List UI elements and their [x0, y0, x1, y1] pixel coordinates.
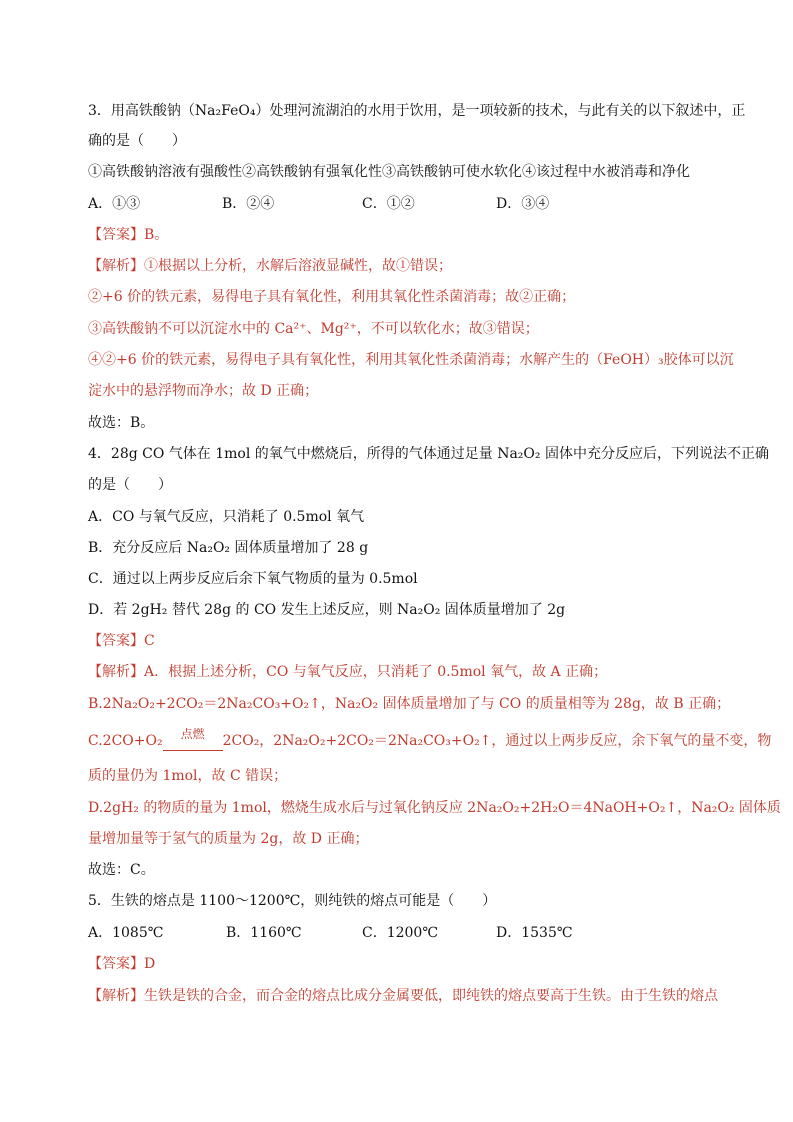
q4-analysis-d1: D.2gH₂ 的物质的量为 1mol，燃烧生成水后与过氧化钠反应 2Na₂O₂+2H₂O＝4NaOH+O₂↑，Na₂O₂ 固体质 [88, 800, 781, 816]
q3-stem-line1: 3．用高铁酸钠（Na₂FeO₄）处理河流湖泊的水用于饮用，是一项较新的技术，与此有关的以下叙述中，正 [88, 103, 746, 119]
answer-value: D [144, 956, 156, 972]
q4-analysis-c2: 质的量仍为 1mol，故 C 错误； [88, 768, 288, 784]
q4-analysis-d2: 量增加量等于氢气的质量为 2g，故 D 正确； [88, 831, 369, 847]
analysis-text: A．根据上述分析，CO 与氧气反应，只消耗了 0.5mol 氧气，故 A 正确； [144, 664, 608, 680]
analysis-tag: 【解析】 [88, 258, 144, 274]
q3-option-d: D．③④ [496, 196, 550, 212]
q5-option-c: C．1200℃ [362, 925, 439, 941]
q3-answer [88, 225, 168, 245]
answer-tag: 【答案】 [88, 956, 144, 972]
q3-statements: ①高铁酸钠溶液有强酸性②高铁酸钠有强氧化性③高铁酸钠可使水软化④该过程中水被消毒和净化 [88, 164, 690, 180]
equation-right: 2CO₂，2Na₂O₂+2CO₂＝2Na₂CO₃+O₂↑，通过以上两步反应，余下氧气的量不变，物 [222, 733, 772, 749]
q4-analysis-c [88, 727, 772, 751]
q3-analysis-2: ②+6 价的铁元素，易得电子具有氧化性，利用其氧化性杀菌消毒；故②正确； [88, 289, 576, 305]
analysis-tag: 【解析】 [88, 988, 144, 1004]
q5-option-d: D．1535℃ [496, 925, 573, 941]
q4-option-c: C．通过以上两步反应后余下氧气物质的量为 0.5mol [88, 571, 418, 587]
analysis-tag: 【解析】 [88, 664, 144, 680]
answer-tag: 【答案】 [88, 227, 144, 243]
q5-option-b: B．1160℃ [226, 925, 302, 941]
q4-conclusion: 故选：C。 [88, 862, 155, 878]
equation-left: C.2CO+O₂ [88, 733, 163, 749]
q3-analysis-5: 淀水中的悬浮物而净水；故 D 正确； [88, 383, 319, 399]
q5-stem: 5．生铁的熔点是 1100～1200℃，则纯铁的熔点可能是（ ） [88, 893, 497, 909]
q4-option-b: B．充分反应后 Na₂O₂ 固体质量增加了 28 g [88, 540, 369, 556]
answer-value: C [144, 633, 155, 649]
equals-bar [163, 750, 223, 751]
analysis-text: 生铁是铁的合金，而合金的熔点比成分金属要低，即纯铁的熔点要高于生铁。由于生铁的熔点 [144, 988, 718, 1004]
answer-tag: 【答案】 [88, 633, 144, 649]
q4-option-d: D．若 2gH₂ 替代 28g 的 CO 发生上述反应，则 Na₂O₂ 固体质量增加了 2g [88, 602, 566, 618]
q4-analysis-b: B.2Na₂O₂+2CO₂＝2Na₂CO₃+O₂↑，Na₂O₂ 固体质量增加了与 CO 的质量相等为 28g，故 B 正确； [88, 696, 731, 712]
q4-answer [88, 631, 155, 651]
q4-stem-line2: 的是（ ） [88, 477, 172, 493]
q4-analysis-a [88, 662, 607, 682]
analysis-text: ①根据以上分析，水解后溶液显碱性，故①错误； [144, 258, 452, 274]
q3-conclusion: 故选：B。 [88, 415, 155, 431]
answer-value: B。 [144, 227, 169, 243]
q3-analysis-1 [88, 256, 452, 276]
q5-answer [88, 954, 155, 974]
q3-analysis-4: ④②+6 价的铁元素，易得电子具有氧化性，利用其氧化性杀菌消毒；水解产生的（FeOH）₃胶体可以沉 [88, 352, 734, 368]
reaction-condition: 点燃 [180, 727, 205, 741]
q3-analysis-3: ③高铁酸钠不可以沉淀水中的 Ca²⁺、Mg²⁺，不可以软化水；故③错误； [88, 321, 539, 337]
q3-option-b: B．②④ [222, 196, 275, 212]
q4-stem-line1: 4．28g CO 气体在 1mol 的氧气中燃烧后，所得的气体通过足量 Na₂O₂ 固体中充分反应后，下列说法不正确 [88, 446, 769, 462]
q5-option-a: A．1085℃ [88, 925, 164, 941]
reaction-condition-arrow [163, 727, 223, 751]
q4-option-a: A．CO 与氧气反应，只消耗了 0.5mol 氧气 [88, 509, 365, 525]
q3-option-c: C．①② [362, 196, 415, 212]
q3-option-a: A．①③ [88, 196, 141, 212]
q5-analysis [88, 986, 718, 1006]
q3-stem-line2: 确的是（ ） [88, 133, 186, 149]
